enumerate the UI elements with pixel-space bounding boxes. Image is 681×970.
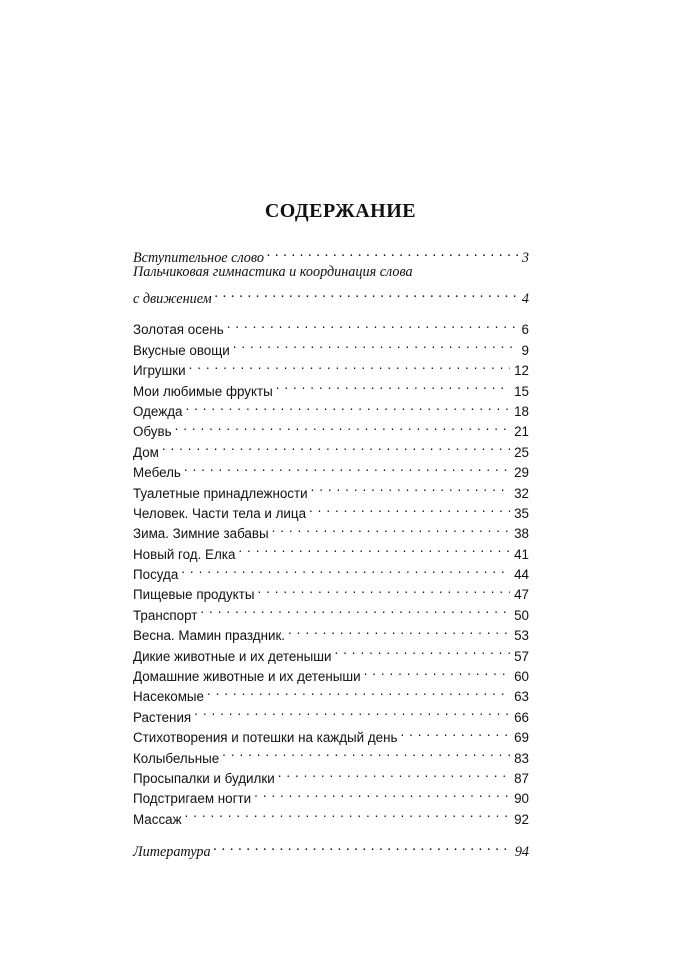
toc-back-section	[133, 836, 529, 861]
toc-entry-label: Литература	[133, 844, 211, 861]
toc-entry[interactable]	[133, 836, 529, 861]
dot-leader	[335, 640, 511, 660]
toc-entry-page: 35	[514, 505, 529, 521]
toc-entry-label: Просыпалки и будилки	[133, 770, 275, 786]
toc-entry-label: Посуда	[133, 567, 179, 583]
toc-entry-label: Мои любимые фрукты	[133, 383, 273, 399]
toc-entry-label: Пальчиковая гимнастика и координация слова	[133, 264, 413, 281]
toc-entry[interactable]	[133, 355, 529, 379]
toc-entry-page: 18	[514, 403, 529, 419]
page-title: СОДЕРЖАНИЕ	[264, 200, 417, 222]
toc-entry-page: 90	[514, 791, 529, 807]
toc-entry-label: Массаж	[133, 811, 182, 827]
toc-entry-label: с движением	[133, 291, 212, 308]
toc-entry-label: Домашние животные и их детеныши	[133, 669, 361, 685]
toc-entry-page: 94	[514, 844, 529, 861]
dot-leader	[257, 579, 510, 599]
toc-entry-label: Весна. Мамин праздник.	[133, 628, 286, 644]
toc-entry-page: 83	[514, 750, 529, 766]
toc-entry-label: Пищевые продукты	[133, 587, 255, 603]
toc-entry-page: 21	[514, 424, 529, 440]
toc-entry-label: Человек. Части тела и лица	[133, 505, 307, 521]
dot-leader	[254, 783, 510, 803]
dot-leader	[185, 803, 511, 823]
toc-entry-label: Вкусные овощи	[133, 342, 230, 358]
dot-leader	[233, 334, 518, 354]
dot-leader	[309, 498, 510, 518]
toc-main-section	[133, 314, 529, 827]
toc-entry-page: 6	[521, 322, 529, 338]
toc-entry-page: 41	[514, 546, 529, 562]
toc-front-section	[133, 242, 529, 308]
toc-entry-page: 87	[514, 770, 529, 786]
toc-entry[interactable]	[133, 457, 529, 481]
toc-entry-page: 69	[514, 730, 529, 746]
toc-entry-page: 9	[521, 342, 529, 358]
toc-entry-page: 57	[514, 648, 529, 664]
dot-leader	[278, 763, 510, 783]
toc-entry-line[interactable]	[133, 262, 529, 282]
dot-leader	[401, 722, 511, 742]
toc-entry-label: Подстригаем ногти	[133, 791, 252, 807]
toc-entry-label: Туалетные принадлежности	[133, 485, 308, 501]
dot-leader	[162, 436, 510, 456]
toc-entry-label: Новый год. Елка	[133, 546, 236, 562]
toc-entry-page: 92	[514, 811, 529, 827]
dot-leader	[175, 416, 511, 436]
toc-entry-label: Насекомые	[133, 689, 204, 705]
toc-entry[interactable]	[133, 314, 529, 338]
toc-entry-label: Вступительное слово	[133, 250, 264, 267]
toc-entry-page: 32	[514, 485, 529, 501]
toc-entry[interactable]	[133, 477, 529, 501]
dot-leader	[207, 681, 510, 701]
toc-entry-page: 50	[514, 607, 529, 623]
toc-entry-label: Транспорт	[133, 607, 198, 623]
dot-leader	[214, 836, 511, 856]
toc-entry-page: 66	[514, 709, 529, 725]
toc-entry[interactable]	[133, 559, 529, 583]
toc-entry-label: Колыбельные	[133, 750, 220, 766]
dot-leader	[184, 457, 510, 477]
toc-entry-label: Мебель	[133, 465, 181, 481]
toc-entry-label: Дикие животные и их детеныши	[133, 648, 332, 664]
toc-entry-page: 29	[514, 465, 529, 481]
toc-entry-label: Одежда	[133, 403, 183, 419]
dot-leader	[185, 396, 510, 416]
toc-entry-page: 3	[521, 250, 529, 267]
dot-leader	[181, 559, 510, 579]
toc-entry-label: Растения	[133, 709, 192, 725]
dot-leader	[215, 283, 518, 303]
toc-entry-label: Зима. Зимние забавы	[133, 526, 269, 542]
toc-entry-page: 47	[514, 587, 529, 603]
dot-leader	[364, 661, 511, 681]
toc-entry[interactable]	[133, 436, 529, 460]
dot-leader	[267, 242, 518, 262]
dot-leader	[272, 518, 510, 538]
dot-leader	[311, 477, 510, 497]
toc-entry-page: 60	[514, 669, 529, 685]
dot-leader	[238, 538, 510, 558]
dot-leader	[227, 314, 518, 334]
toc-entry-page: 25	[514, 444, 529, 460]
toc-entry[interactable]	[133, 396, 529, 419]
dot-leader	[194, 701, 510, 721]
toc-entry-page: 38	[514, 526, 529, 542]
dot-leader	[189, 355, 511, 375]
toc-entry-label: Золотая осень	[133, 322, 224, 338]
toc-entry-page: 12	[514, 363, 529, 379]
toc-entry-page: 4	[521, 291, 529, 308]
dot-leader	[276, 375, 510, 395]
toc-entry-label: Игрушки	[133, 363, 186, 379]
toc-entry[interactable]	[133, 283, 529, 308]
toc-entry-label: Дом	[133, 444, 159, 460]
toc-entry[interactable]	[133, 579, 529, 603]
toc-entry[interactable]	[133, 242, 529, 267]
dot-leader	[222, 742, 510, 762]
toc-entry-page: 63	[514, 689, 529, 705]
toc-entry[interactable]	[133, 375, 529, 399]
toc-entry[interactable]	[133, 803, 529, 827]
toc-entry-label: Стихотворения и потешки на каждый день	[133, 730, 398, 746]
toc-entry[interactable]	[133, 416, 529, 440]
toc-entry-label: Обувь	[133, 424, 172, 440]
toc-entry-page: 44	[514, 567, 529, 583]
dot-leader	[288, 620, 510, 640]
toc-entry-page: 53	[514, 628, 529, 644]
toc-entry-page: 15	[514, 383, 529, 399]
dot-leader	[200, 599, 510, 619]
